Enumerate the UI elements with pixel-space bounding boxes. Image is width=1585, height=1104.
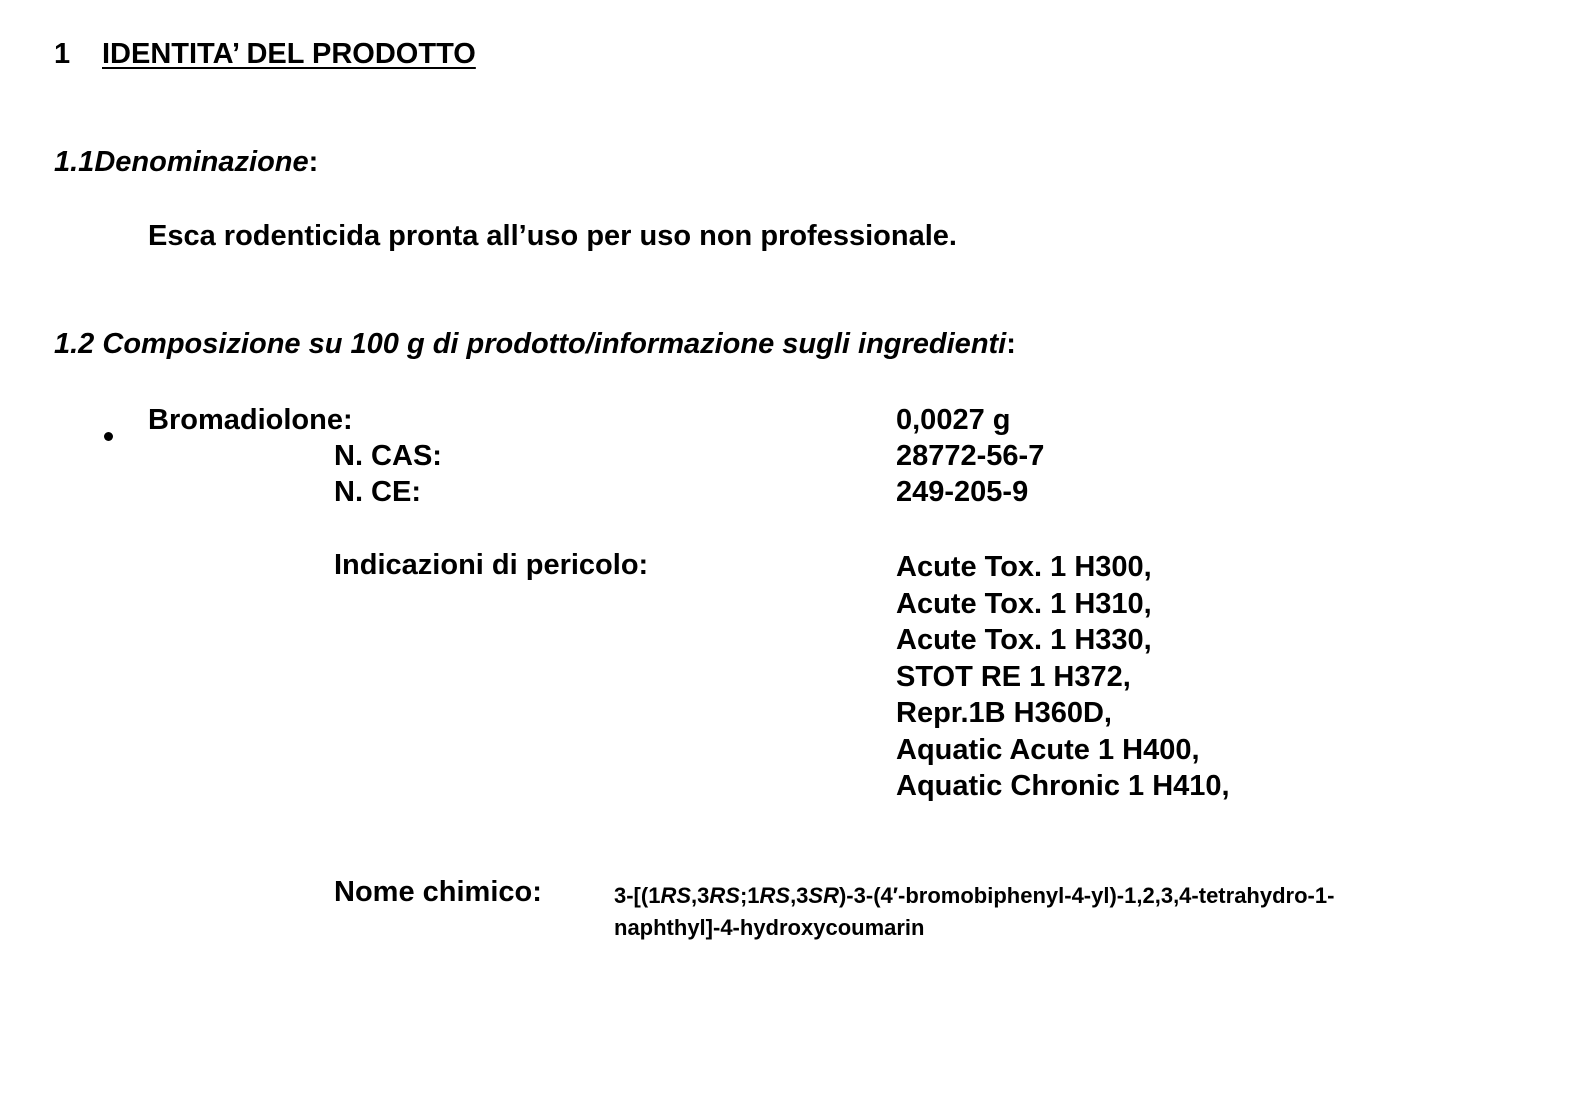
bullet-icon (104, 432, 113, 441)
chem-part-italic: RS (759, 883, 791, 908)
chem-part-italic: RS (660, 883, 692, 908)
section-number: 1 (54, 38, 71, 70)
chem-part: ;1 (739, 883, 760, 908)
hazard-item: Repr.1B H360D, (896, 697, 1112, 729)
hazard-item: Acute Tox. 1 H330, (896, 624, 1152, 656)
cas-value: 28772-56-7 (896, 440, 1045, 472)
chemical-name-value (614, 880, 1374, 944)
chemical-name-label: Nome chimico: (334, 876, 542, 908)
subsection-number: 1.1 (54, 146, 95, 178)
hazard-list (896, 549, 1230, 805)
chem-part: ,3 (691, 883, 710, 908)
section-title: IDENTITA’ DEL PRODOTTO (102, 38, 476, 70)
product-denomination: Esca rodenticida pronta all’uso per uso non professionale. (148, 220, 957, 252)
composition-heading-text: 1.2 Composizione su 100 g di prodotto/informazione sugli ingredienti (54, 328, 1007, 360)
hazard-item: STOT RE 1 H372, (896, 660, 1131, 693)
ce-value: 249-205-9 (896, 476, 1029, 508)
hazard-item: Acute Tox. 1 H310, (896, 587, 1152, 620)
bullet-point (104, 416, 113, 449)
ingredient-name-label: Bromadiolone: (148, 404, 353, 436)
chem-part: ,3 (790, 883, 809, 908)
heading-colon: : (1006, 328, 1016, 360)
subsection-label: Denominazione (94, 146, 309, 178)
subsection-composizione-heading (54, 328, 1016, 361)
chem-part-italic: SR (808, 883, 839, 908)
cas-label: N. CAS: (334, 440, 442, 472)
chem-part: )-3-(4′-bromobiphenyl-4-yl)-1,2,3,4-tetrahydro-1-naphthyl]-4-hydroxycoumarin (614, 883, 1335, 940)
hazard-item: Aquatic Chronic 1 H410, (896, 770, 1230, 802)
hazard-label: Indicazioni di pericolo: (334, 549, 649, 581)
chem-part: 3-[(1 (614, 883, 661, 908)
heading-colon: : (308, 146, 319, 178)
ce-label: N. CE: (334, 476, 421, 508)
ingredient-amount: 0,0027 g (896, 404, 1011, 436)
hazard-item: Acute Tox. 1 H300, (896, 551, 1152, 583)
hazard-item: Aquatic Acute 1 H400, (896, 733, 1200, 766)
subsection-denominazione-heading (54, 146, 318, 179)
chem-part-italic: RS (709, 883, 740, 908)
